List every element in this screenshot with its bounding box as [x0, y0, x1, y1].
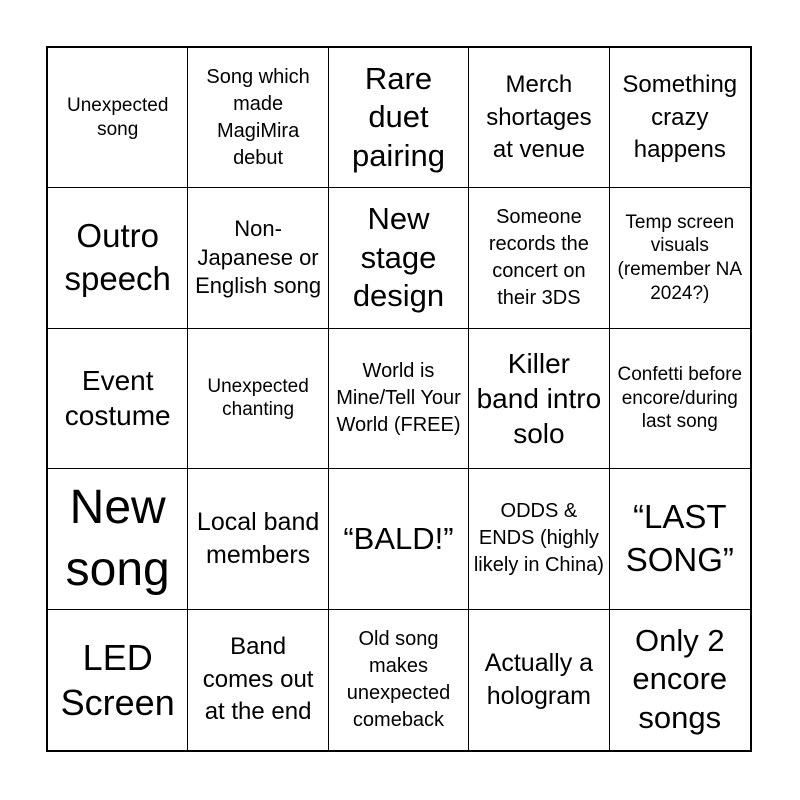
- bingo-cell-text: Non-Japanese or English song: [195, 216, 322, 299]
- bingo-cell-hologram[interactable]: [469, 610, 609, 750]
- bingo-cell-magimira-debut-song[interactable]: [188, 48, 328, 188]
- bingo-cell-unexpected-chanting[interactable]: [188, 329, 328, 469]
- bingo-cell-odds-and-ends[interactable]: [469, 469, 609, 609]
- bingo-cell-old-song-comeback[interactable]: [329, 610, 469, 750]
- bingo-cell-something-crazy[interactable]: [610, 48, 750, 188]
- bingo-cell-text: ODDS & ENDS (highly likely in China): [473, 500, 604, 577]
- bingo-cell-text: Song which made MagiMira debut: [206, 65, 310, 169]
- bingo-cell-text: Unexpected chanting: [207, 375, 309, 421]
- bingo-cell-rare-duet[interactable]: [329, 48, 469, 188]
- bingo-cell-3ds-recording[interactable]: [469, 188, 609, 328]
- bingo-cell-event-costume[interactable]: [48, 329, 188, 469]
- bingo-cell-text: Local band members: [196, 508, 320, 569]
- bingo-cell-led-screen[interactable]: [48, 610, 188, 750]
- bingo-cell-new-stage-design[interactable]: [329, 188, 469, 328]
- bingo-cell-merch-shortages[interactable]: [469, 48, 609, 188]
- bingo-cell-text: New song: [65, 480, 170, 596]
- bingo-cell-local-band[interactable]: [188, 469, 328, 609]
- bingo-cell-text: “LAST SONG”: [625, 498, 734, 578]
- bingo-cell-temp-screen-visuals[interactable]: [610, 188, 750, 328]
- bingo-cell-two-encore-songs[interactable]: [610, 610, 750, 750]
- bingo-board: [46, 46, 752, 752]
- bingo-cell-text: Band comes out at the end: [202, 633, 314, 725]
- bingo-cell-last-song[interactable]: [610, 469, 750, 609]
- bingo-cell-outro-speech[interactable]: [48, 188, 188, 328]
- bingo-cell-text: New stage design: [352, 200, 445, 314]
- bingo-cell-text: Only 2 encore songs: [632, 622, 728, 736]
- bingo-cell-text: Unexpected song: [66, 94, 169, 140]
- bingo-cell-text: Event costume: [64, 365, 171, 432]
- bingo-cell-text: Confetti before encore/during last song: [617, 363, 743, 433]
- bingo-cell-bald[interactable]: [329, 469, 469, 609]
- bingo-cell-band-intro-solo[interactable]: [469, 329, 609, 469]
- bingo-cell-text: Rare duet pairing: [351, 60, 446, 174]
- bingo-cell-band-comes-out[interactable]: [188, 610, 328, 750]
- bingo-cell-text: Killer band intro solo: [476, 347, 602, 449]
- bingo-cell-unexpected-song[interactable]: [48, 48, 188, 188]
- bingo-cell-text: World is Mine/Tell Your World (FREE): [336, 359, 461, 436]
- bingo-cell-confetti[interactable]: [610, 329, 750, 469]
- bingo-cell-new-song[interactable]: [48, 469, 188, 609]
- bingo-cell-text: Someone records the concert on their 3DS: [488, 206, 589, 310]
- bingo-cell-text: “BALD!”: [343, 520, 454, 556]
- bingo-cell-text: Actually a hologram: [484, 649, 594, 710]
- bingo-cell-text: Temp screen visuals (remember NA 2024?): [617, 211, 743, 304]
- bingo-cell-non-japanese-song[interactable]: [188, 188, 328, 328]
- bingo-cell-text: Something crazy happens: [622, 71, 738, 163]
- bingo-cell-text: Old song makes unexpected comeback: [346, 627, 451, 731]
- bingo-cell-text: Outro speech: [64, 217, 171, 298]
- bingo-cell-text: LED Screen: [60, 636, 175, 723]
- bingo-cell-text: Merch shortages at venue: [486, 71, 592, 163]
- bingo-cell-world-is-mine[interactable]: [329, 329, 469, 469]
